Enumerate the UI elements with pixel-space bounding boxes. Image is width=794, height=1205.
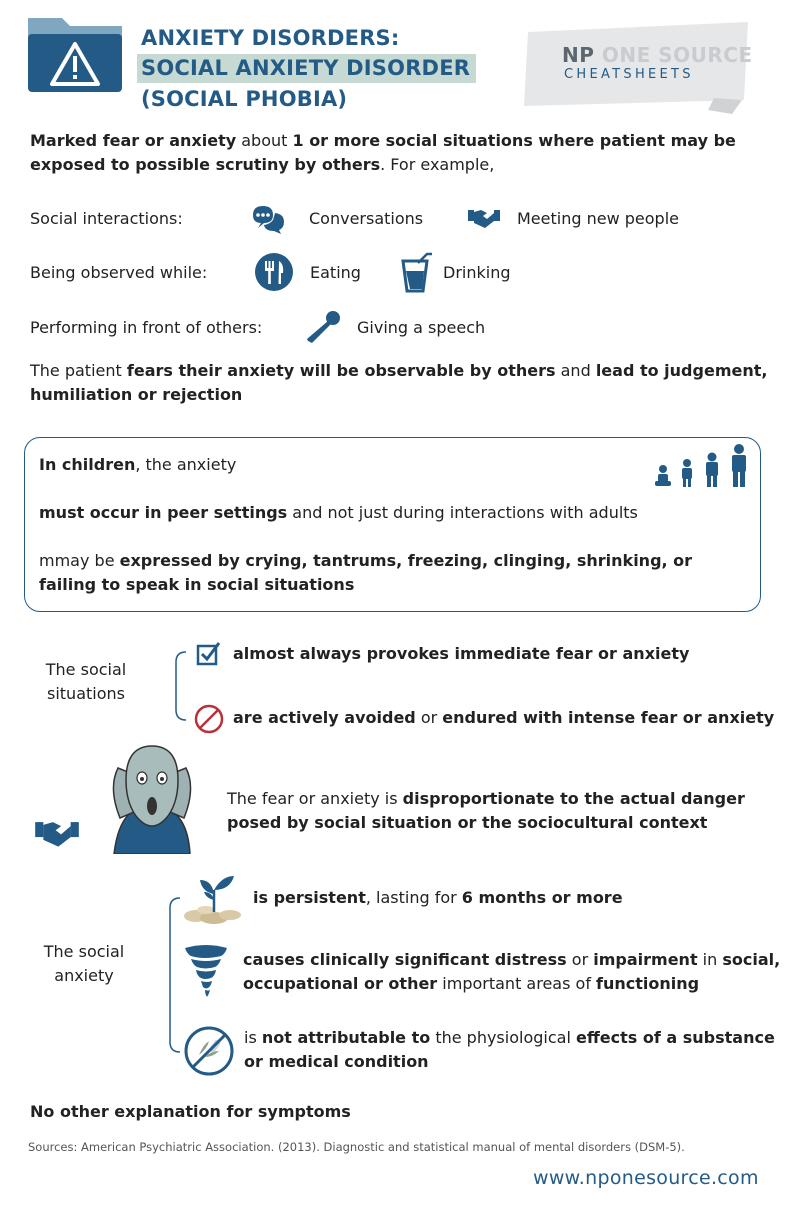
no-substance-icon — [183, 1025, 235, 1077]
row1-item1: Conversations — [309, 209, 424, 228]
anxiety-item2: causes clinically significant distress or impairment in social, occupational or other important areas of functioning — [243, 950, 781, 993]
row2-label: Being observed while: — [30, 263, 208, 282]
page-title-line1: ANXIETY DISORDERS: — [141, 26, 400, 50]
scream-face-icon — [108, 744, 196, 854]
situations-bracket — [164, 650, 188, 722]
children-box — [24, 437, 761, 612]
page-title-line2: SOCIAL ANXIETY DISORDER — [137, 54, 476, 83]
fears-paragraph: The patient fears their anxiety will be observable by others and lead to judgement, humiliation or rejection — [30, 361, 768, 404]
checkbox-icon — [196, 640, 222, 668]
handshake-icon — [34, 818, 80, 848]
row1-label: Social interactions: — [30, 209, 183, 228]
row2-item2: Drinking — [443, 263, 511, 282]
anxiety-item1: is persistent, lasting for 6 months or more — [253, 888, 623, 907]
row3-label: Performing in front of others: — [30, 318, 263, 337]
drinking-cup-icon — [399, 251, 435, 295]
anxiety-item3: is not attributable to the physiological effects of a substance or medical condition — [244, 1028, 775, 1071]
brand-onesource: ONE SOURCE — [601, 43, 753, 67]
handshake-icon — [468, 207, 500, 229]
anxiety-label: The social anxiety — [43, 942, 125, 985]
children-peer: must occur in peer settings and not just during interactions with adults — [39, 503, 638, 522]
brand-np: NP — [562, 43, 595, 67]
row3-item1: Giving a speech — [357, 318, 486, 337]
children-icon — [651, 443, 751, 491]
tornado-icon — [183, 944, 229, 998]
speech-bubbles-icon — [247, 203, 287, 235]
anxiety-bracket — [152, 896, 182, 1054]
sprout-icon — [180, 868, 244, 926]
situations-label: The social situations — [45, 660, 127, 703]
prohibited-icon — [193, 703, 225, 735]
row1-item2: Meeting new people — [517, 209, 679, 228]
situations-item2: are actively avoided or endured with intense fear or anxiety — [233, 708, 775, 727]
microphone-icon — [306, 309, 342, 345]
website-link[interactable]: www.nponesource.com — [533, 1167, 759, 1189]
brand-logo — [518, 18, 754, 114]
intro-b1: Marked fear or anxiety — [30, 131, 237, 150]
fork-knife-icon — [255, 253, 293, 291]
situations-item1: almost always provokes immediate fear or anxiety — [233, 644, 690, 663]
brand-cheatsheets: CHEATSHEETS — [564, 67, 694, 82]
row2-item1: Eating — [310, 263, 361, 282]
conclusion: No other explanation for symptoms — [30, 1102, 351, 1121]
page-title-line3: (SOCIAL PHOBIA) — [141, 87, 348, 111]
header — [0, 0, 794, 120]
sources: Sources: American Psychiatric Association. (2013). Diagnostic and statistical manual of mental disorders (DSM-5). — [28, 1140, 685, 1154]
disproportion-paragraph: The fear or anxiety is disproportionate to the actual danger posed by social situation or the sociocultural context — [227, 789, 745, 832]
intro-paragraph: Marked fear or anxiety about 1 or more social situations where patient may be exposed to possible scrutiny by others. For example, — [30, 131, 736, 174]
children-intro: In children, the anxiety — [39, 455, 237, 474]
folder-warning-icon — [24, 14, 126, 94]
children-expressed: mmay be expressed by crying, tantrums, freezing, clinging, shrinking, or failing to speak in social situations — [39, 551, 693, 594]
